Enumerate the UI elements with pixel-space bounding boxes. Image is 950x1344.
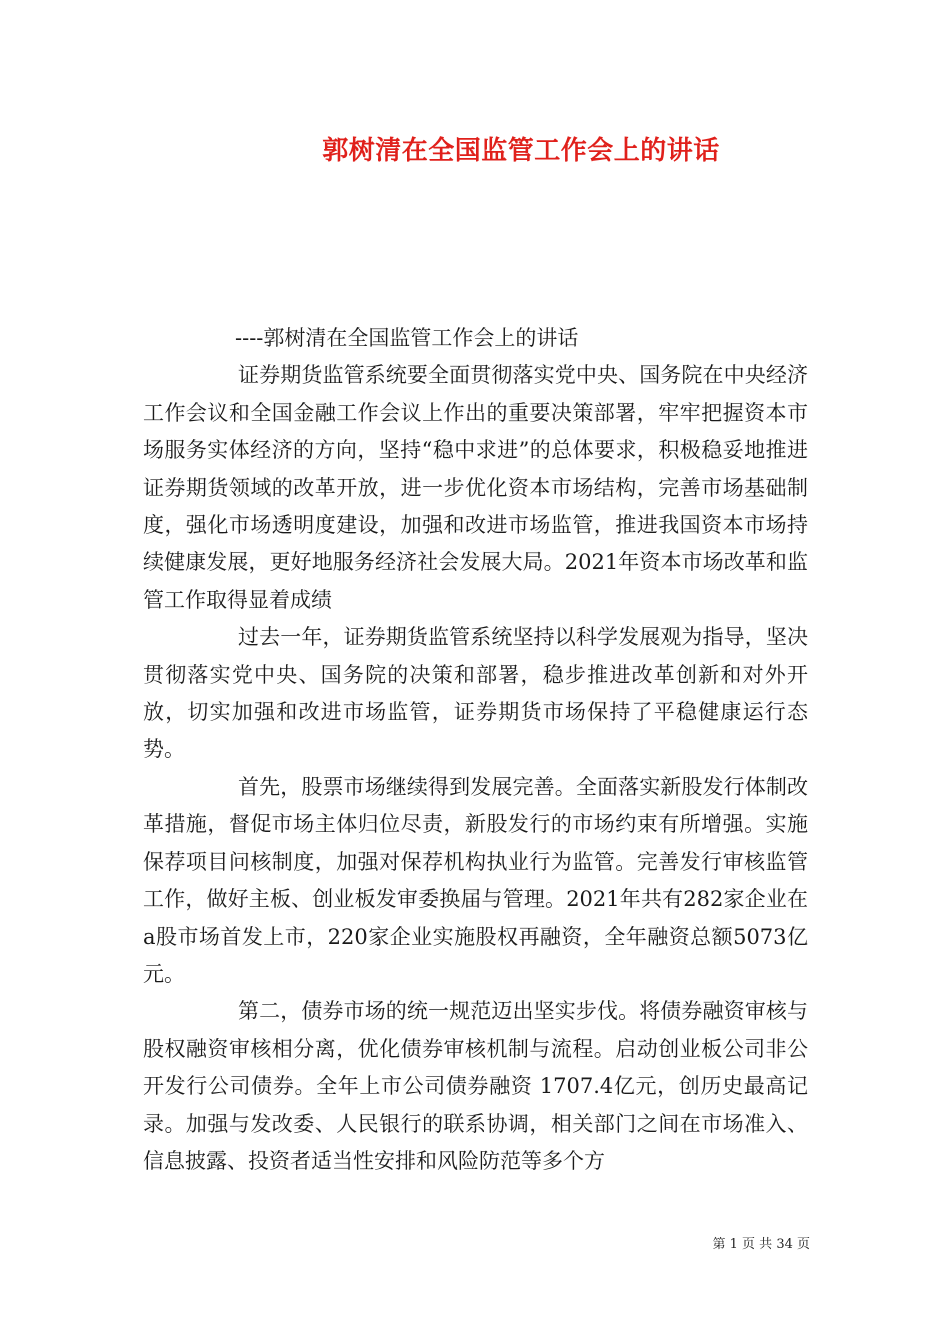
document-body xyxy=(143,320,808,1180)
paragraph-2: 过去一年，证券期货监管系统坚持以科学发展观为指导，坚决贯彻落实党中央、国务院的决策和部署，稳步推进改革创新和对外开放，切实加强和改进市场监管，证券期货市场保持了平稳健康运行态势。 xyxy=(143,625,808,762)
page-number: 第 1 页 共 34 页 xyxy=(712,1237,810,1252)
paragraph-1: 证券期货监管系统要全面贯彻落实党中央、国务院在中央经济工作会议和全国金融工作会议上作出的重要决策部署，牢牢把握资本市场服务实体经济的方向，坚持“稳中求进”的总体要求，积极稳妥地推进证券期货领域的改革开放，进一步优化资本市场结构，完善市场基础制度，强化市场透明度建设，加强和改进市场监管，推进我国资本市场持续健康发展，更好地服务经济社会发展大局。2021年资本市场改革和监管工作取得显着成绩 xyxy=(143,363,808,612)
document-title: 郭树清在全国监管工作会上的讲话 xyxy=(322,136,720,166)
paragraph-4: 第二，债券市场的统一规范迈出坚实步伐。将债券融资审核与股权融资审核相分离，优化债券审核机制与流程。启动创业板公司非公开发行公司债券。全年上市公司债券融资 1707.4亿元，创历史最高记录。加强与发改委、人民银行的联系协调，相关部门之间在市场准入、信息披露、投资者适当性安排和风险防范等多个方 xyxy=(143,999,808,1173)
document-subtitle: ----郭树清在全国监管工作会上的讲话 xyxy=(235,326,579,350)
paragraph-3: 首先，股票市场继续得到发展完善。全面落实新股发行体制改革措施，督促市场主体归位尽责，新股发行的市场约束有所增强。实施保荐项目问核制度，加强对保荐机构执业行为监管。完善发行审核监管工作，做好主板、创业板发审委换届与管理。2021年共有282家企业在a股市场首发上市，220家企业实施股权再融资，全年融资总额5073亿元。 xyxy=(143,774,808,986)
